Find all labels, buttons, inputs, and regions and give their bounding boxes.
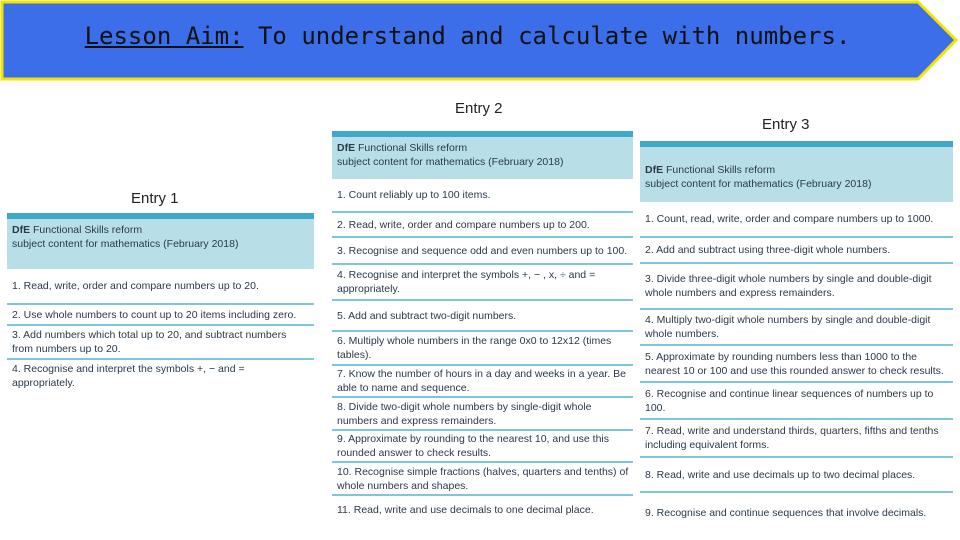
entry-2-item-8: 8. Divide two-digit whole numbers by single-digit whole numbers and express remainders.: [332, 398, 633, 431]
lesson-aim-text: To understand and calculate with numbers.: [257, 22, 851, 50]
entry-2-item-9: 9. Approximate by rounding to the nearest 10, and use this rounded answer to check results.: [332, 431, 633, 463]
entry-2-item-7: 7. Know the number of hours in a day and weeks in a year. Be able to name and sequence.: [332, 366, 633, 398]
entry-3-item-9: 9. Recognise and continue sequences that involve decimals.: [645, 507, 927, 519]
entry-1-item-3: 3. Add numbers which total up to 20, and subtract numbers from numbers up to 20.: [7, 326, 314, 360]
entry-2-header-title: Functional Skills reform: [358, 142, 468, 154]
entry-2-item-10: 10. Recognise simple fractions (halves, quarters and tenths) of whole numbers and shapes.: [332, 463, 633, 496]
entry-3-header-subtitle: subject content for mathematics (February 2018): [645, 178, 872, 190]
entry-3-item-6: 6. Recognise and continue linear sequences of numbers up to 100.: [640, 383, 953, 420]
entry-2-header-subtitle: subject content for mathematics (February 2018): [337, 156, 564, 168]
entry-2-panel: [332, 131, 633, 524]
entry-1-header-title: Functional Skills reform: [33, 224, 143, 236]
lesson-aim-banner: [0, 0, 960, 82]
entry-1-dfe: DfE: [12, 224, 31, 236]
entry-1-header-subtitle: subject content for mathematics (February 2018): [12, 238, 239, 250]
entry-1-item-4: 4. Recognise and interpret the symbols +, − and = appropriately.: [12, 363, 245, 389]
entry-3-item-1: 1. Count, read, write, order and compare numbers up to 1000.: [640, 202, 953, 238]
entry-1-panel-header: [7, 219, 314, 269]
entry-3-dfe: DfE: [645, 164, 664, 176]
entry-1-label: Entry 1: [131, 190, 179, 207]
entry-2-label: Entry 2: [455, 100, 503, 117]
lesson-aim-label: Lesson Aim:: [84, 22, 244, 50]
entry-1-item-2: 2. Use whole numbers to count up to 20 items including zero.: [7, 305, 314, 326]
entry-2-item-6: 6. Multiply whole numbers in the range 0x0 to 12x12 (times tables).: [332, 332, 633, 366]
entry-1-item-1: 1. Read, write, order and compare numbers up to 20.: [7, 269, 314, 305]
entry-2-panel-header: [332, 137, 633, 179]
entry-3-header-title: Functional Skills reform: [666, 164, 776, 176]
lesson-aim-title: [0, 22, 935, 50]
entry-3-item-4: 4. Multiply two-digit whole numbers by single and double-digit whole numbers.: [640, 310, 953, 346]
entry-2-item-5: 5. Add and subtract two-digit numbers.: [332, 301, 633, 332]
entry-2-item-2: 2. Read, write, order and compare numbers up to 200.: [332, 213, 633, 238]
entry-1-panel: [7, 213, 314, 392]
entry-2-item-1: 1. Count reliably up to 100 items.: [332, 179, 633, 213]
entry-3-item-2: 2. Add and subtract using three-digit whole numbers.: [640, 238, 953, 264]
entry-2-item-4: 4. Recognise and interpret the symbols +, − , x, ÷ and = appropriately.: [332, 265, 633, 301]
entry-3-panel-header: [640, 147, 953, 202]
entry-2-item-3: 3. Recognise and sequence odd and even numbers up to 100.: [332, 238, 633, 265]
entry-3-item-5: 5. Approximate by rounding numbers less than 1000 to the nearest 10 or 100 and use this rounded answer to check results.: [640, 346, 953, 383]
entry-3-item-7: 7. Read, write and understand thirds, quarters, fifths and tenths including equivalent forms.: [640, 420, 953, 458]
entry-2-item-11: 11. Read, write and use decimals to one decimal place.: [337, 504, 594, 516]
entry-2-dfe: DfE: [337, 142, 356, 154]
entry-3-panel: [640, 141, 953, 533]
entry-3-item-3: 3. Divide three-digit whole numbers by single and double-digit whole numbers and express remainders.: [640, 264, 953, 310]
entry-3-label: Entry 3: [762, 116, 810, 133]
entry-3-item-8: 8. Read, write and use decimals up to two decimal places.: [640, 458, 953, 493]
